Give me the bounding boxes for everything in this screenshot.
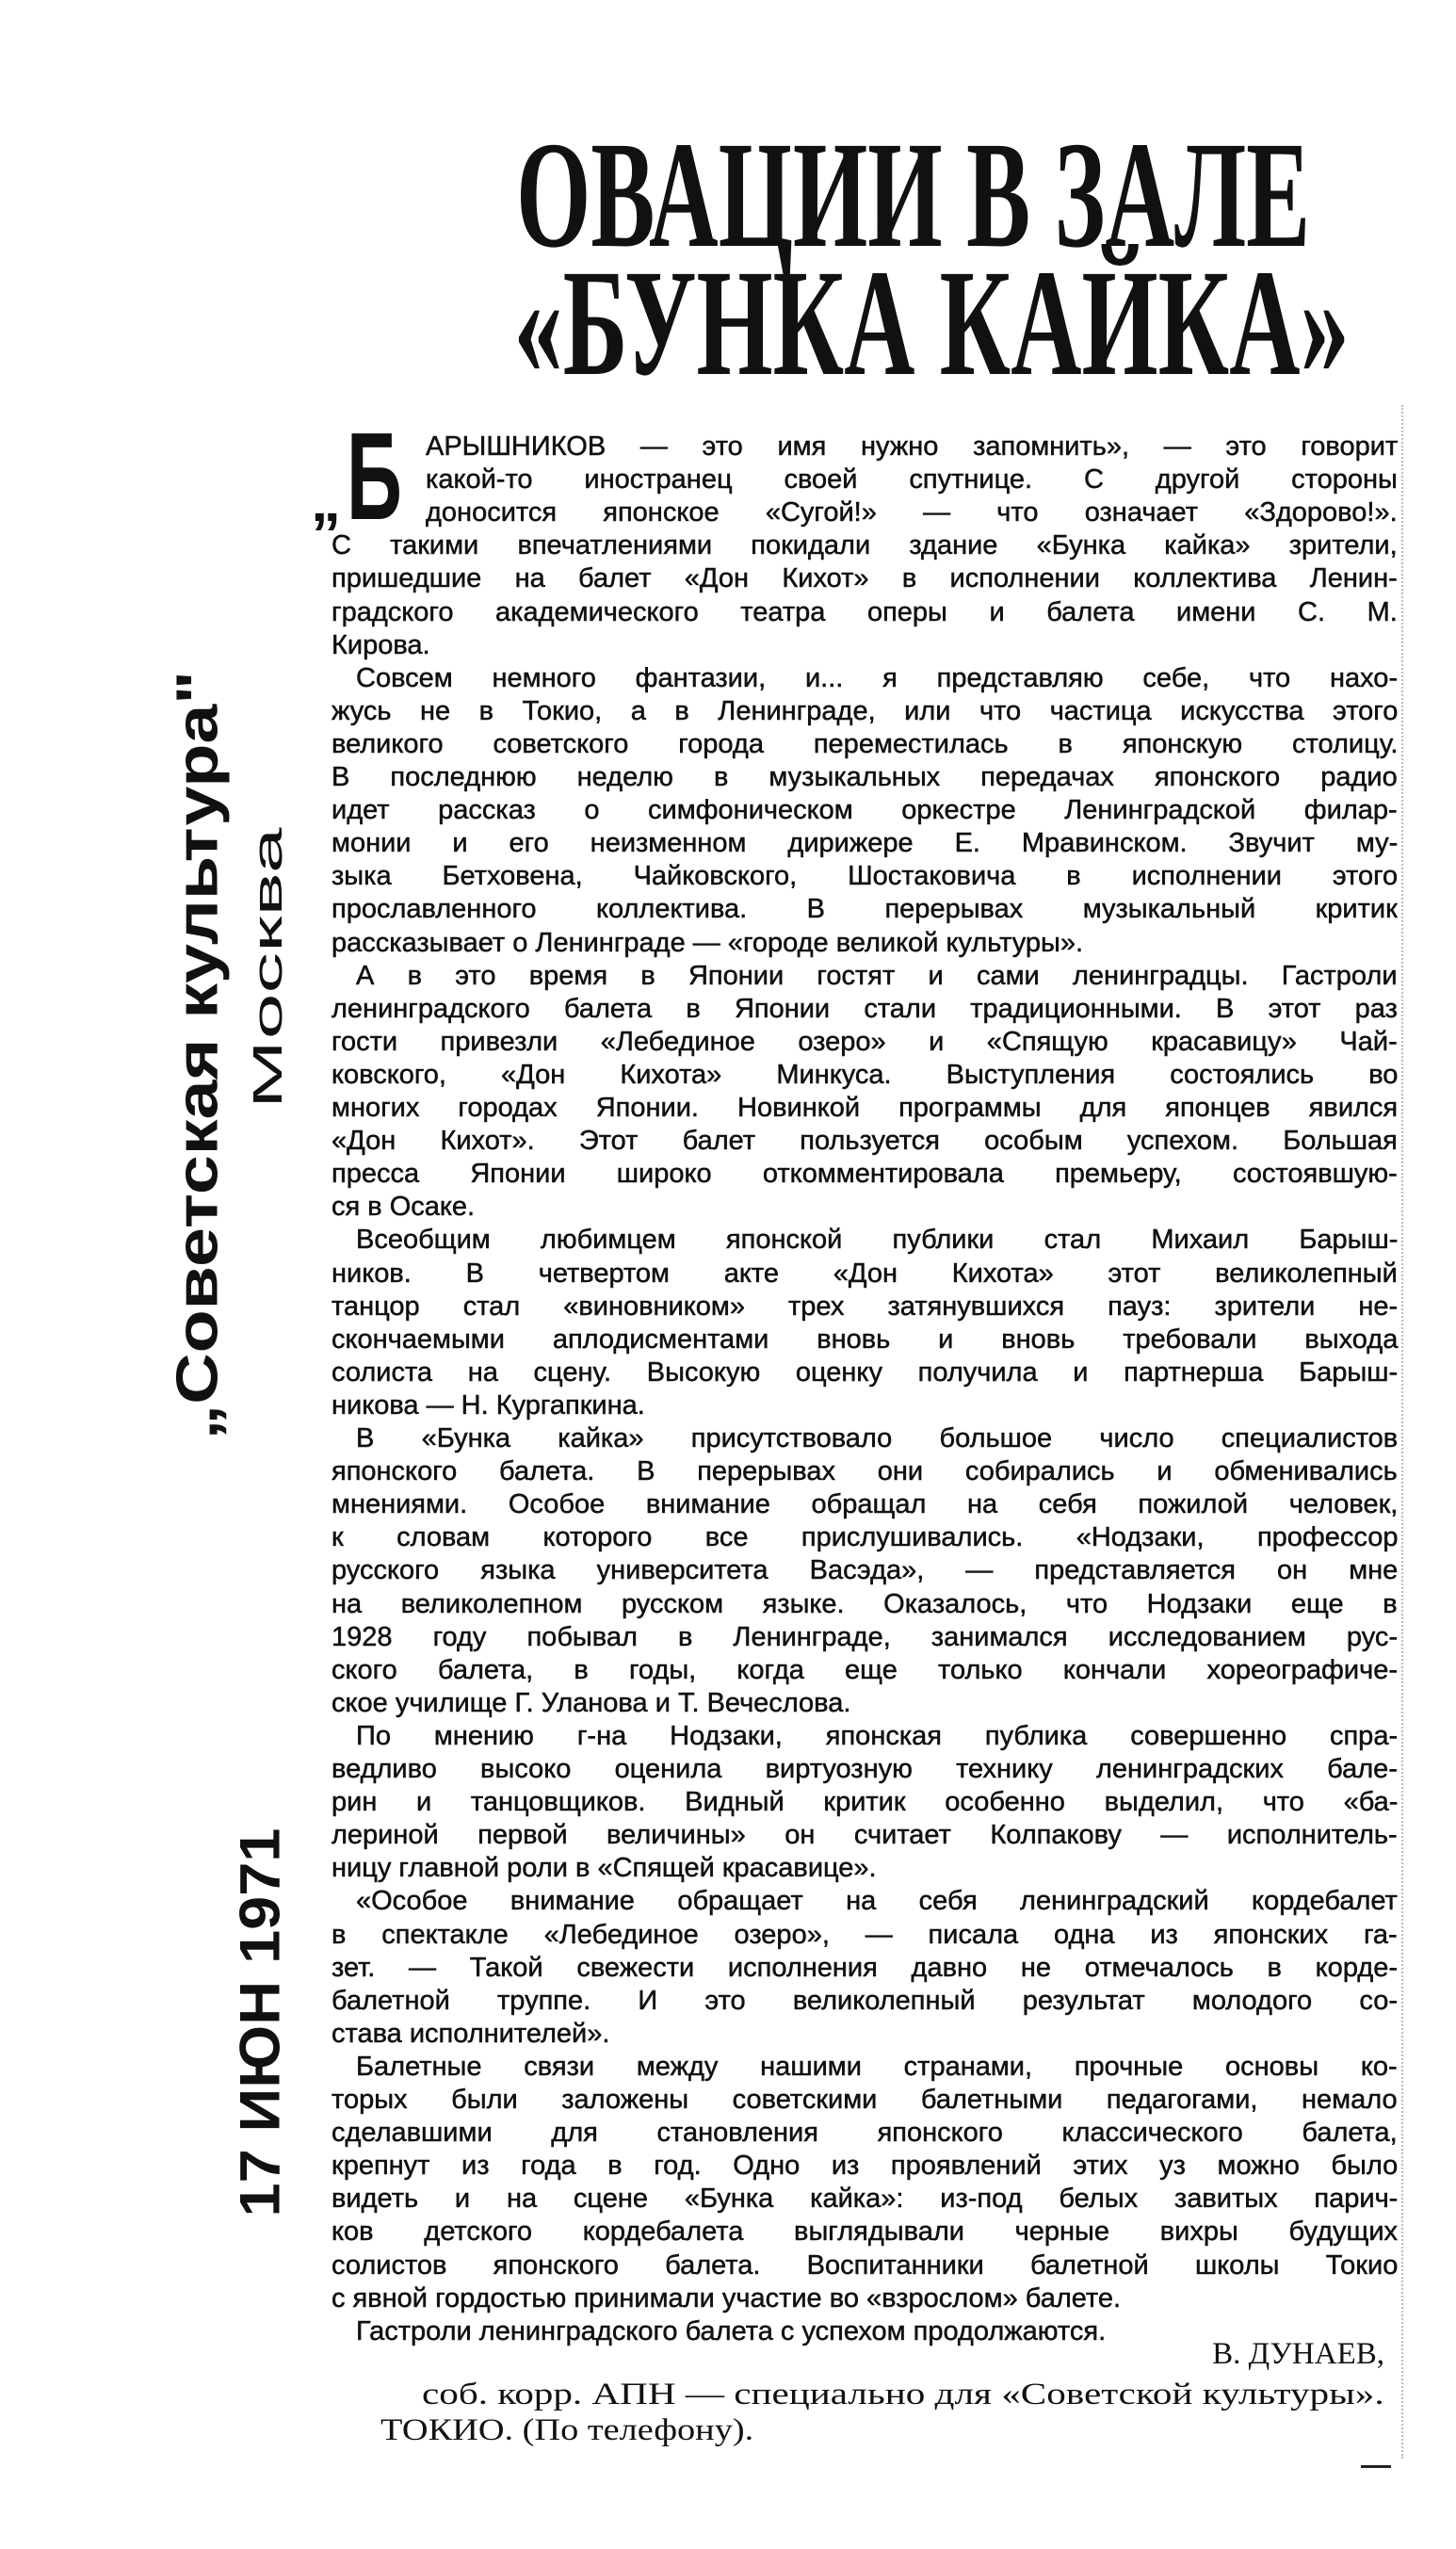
byline-role — [422, 2378, 1384, 2411]
article-line-text: торых были заложены советскими балетными педагогами, немало — [332, 2085, 1398, 2115]
article-line-text: с явной гордостью принимали участие во «взрослом» балете. — [332, 2282, 1122, 2314]
article-line — [332, 629, 1398, 662]
article-line-text: русского языка университета Васэда», — представляется он мне — [332, 1555, 1399, 1586]
article-line — [332, 1258, 1398, 1291]
article-line — [332, 2084, 1398, 2117]
article-line-text: В последнюю неделю в музыкальных передачах японского радио — [332, 762, 1398, 792]
city-name: Москва — [245, 827, 291, 1109]
article-line-text: японского балета. В перерывах они собирались и обменивались — [332, 1456, 1398, 1487]
article-line — [332, 596, 1398, 629]
article-line — [332, 1521, 1398, 1554]
article-line-text: скончаемыми аплодисментами вновь и вновь требовали выхода — [332, 1323, 1399, 1355]
article-line-text: Гастроли ленинградского балета с успехом продолжаются. — [356, 2315, 1107, 2346]
article-line — [332, 2183, 1398, 2216]
end-rule — [1361, 2465, 1391, 2468]
article-line — [332, 860, 1398, 893]
article-line — [332, 993, 1398, 1026]
article-line — [332, 1191, 1398, 1224]
article-line-text: ленинградского балета в Японии стали традиционными. В этот раз — [332, 993, 1398, 1024]
headline-line-2 — [283, 239, 1394, 408]
article-line — [332, 1588, 1398, 1621]
article-line — [332, 827, 1398, 860]
article-line — [356, 1422, 1398, 1455]
date-stamp — [228, 1827, 292, 2217]
article-line-text: мнениями. Особое внимание обращал на себя пожилой человек, — [332, 1489, 1399, 1520]
article-line — [332, 562, 1398, 595]
article-line — [332, 1158, 1398, 1191]
byline-author — [1036, 2337, 1384, 2371]
headline-line-1 — [283, 111, 1394, 280]
article-line-text: солистов японского балета. Воспитанники балетной школы Токио — [332, 2249, 1399, 2281]
article-line — [332, 1092, 1398, 1125]
article-line-text: градского академического театра оперы и балета имени С. М. — [332, 596, 1398, 627]
article-line — [332, 1356, 1398, 1389]
article-line — [332, 1389, 1398, 1422]
article-line — [356, 1224, 1398, 1257]
article-line-text: ников. В четвертом акте «Дон Кихота» этот великолепный — [332, 1258, 1398, 1289]
author-role: соб. корр. АПН — специально для «Советской культуры». — [422, 2378, 1384, 2411]
article-line — [356, 2051, 1398, 2084]
article-line — [332, 794, 1398, 827]
article-line — [332, 529, 1398, 562]
article-line — [356, 1885, 1398, 1918]
article-line-text: многих городах Японии. Новинкой программы для японцев явился — [332, 1093, 1399, 1123]
article-line — [332, 1059, 1398, 1092]
article-line-text: танцор стал «виновником» трех затянувшихся пауз: зрители не- — [332, 1291, 1399, 1322]
article-line — [356, 1720, 1398, 1753]
article-line-text: ского балета, в годы, когда еще только кончали хореографиче- — [332, 1654, 1398, 1685]
article-line — [332, 1488, 1398, 1521]
article-line — [332, 1952, 1398, 1985]
article-line — [332, 1026, 1398, 1059]
article-line — [332, 695, 1398, 728]
clipping-edge — [1401, 405, 1403, 2459]
article-line — [426, 463, 1398, 496]
article-line-text: на великолепном русском языке. Оказалось, что Нодзаки еще в — [332, 1588, 1398, 1619]
article-line-text: В «Бунка кайка» присутствовало большое число специалистов — [356, 1423, 1399, 1453]
article-line — [426, 430, 1398, 463]
article-line — [332, 761, 1398, 794]
article-line-text: Всеобщим любимцем японской публики стал Михаил Барыш- — [356, 1225, 1399, 1256]
article-line-text: рассказывает о Ленинграде — «городе великой культуры». — [332, 927, 1084, 958]
article-line-text: ся в Осаке. — [332, 1192, 476, 1223]
headline-text: «БУНКА КАЙКА» — [513, 239, 1350, 408]
article-line-text: прославленного коллектива. В перерывах музыкальный критик — [332, 894, 1398, 925]
article-line-text: А в это время в Японии гостят и сами ленинградцы. Гастроли — [356, 960, 1398, 991]
article-line — [332, 1621, 1398, 1654]
article-line — [332, 927, 1398, 960]
article-line — [332, 1919, 1398, 1952]
article-line — [332, 893, 1398, 926]
article-line-text: пресса Японии широко откомментировала премьеру, состоявшую- — [332, 1159, 1398, 1190]
article-line — [332, 1291, 1398, 1323]
drop-cap: Б — [347, 407, 402, 545]
dateline — [380, 2413, 754, 2447]
article-line-text: видеть и на сцене «Бунка кайка»: из-под белых завитых парич- — [332, 2184, 1399, 2215]
article-line-text: 1928 году побывал в Ленинграде, занимался исследованием рус- — [332, 1621, 1399, 1652]
article-line — [356, 960, 1398, 993]
article-line-text: к словам которого все прислушивались. «Нодзаки, профессор — [332, 1522, 1399, 1553]
article-line — [332, 2018, 1398, 2051]
article-line — [332, 1852, 1398, 1885]
article-line-text: «Дон Кихот». Этот балет пользуется особым успехом. Большая — [332, 1126, 1398, 1157]
article-line-text: зыка Бетховена, Чайковского, Шостаковича в исполнении этого — [332, 861, 1399, 892]
article-line-text: монии и его неизменном дирижере Е. Мравинском. Звучит му- — [332, 828, 1399, 859]
article-line — [332, 1125, 1398, 1158]
article-line — [332, 2216, 1398, 2249]
article-line-text: Кирова. — [332, 629, 430, 660]
article-line-text: ковского, «Дон Кихота» Минкуса. Выступления состоялись во — [332, 1059, 1399, 1090]
article-line-text: Совсем немного фантазии, и... я представляю себе, что нахо- — [356, 662, 1399, 693]
city-stamp — [245, 827, 291, 1109]
article-line-text: балетной труппе. И это великолепный результат молодого со- — [332, 1985, 1398, 2016]
article-line-text: АРЫШНИКОВ — это имя нужно запомнить», — это говорит — [426, 431, 1399, 462]
article-line — [356, 662, 1398, 695]
article-line-text: става исполнителей». — [332, 2018, 610, 2049]
article-line-text: ков детского кордебалета выглядывали черные вихры будущих — [332, 2216, 1399, 2248]
article-line — [332, 2117, 1398, 2150]
article-line — [332, 1786, 1398, 1819]
article-line-text: пришедшие на балет «Дон Кихот» в исполнении коллектива Ленин- — [332, 563, 1398, 594]
article-line-text: ницу главной роли в «Спящей красавице». — [332, 1853, 877, 1884]
article-line-text: в спектакле «Лебединое озеро», — писала одна из японских га- — [332, 1919, 1398, 1950]
article-line-text: доносится японское «Сугой!» — что означает «Здорово!». — [426, 497, 1398, 528]
article-line-text: ведливо высоко оценила виртуозную технику ленинградских бале- — [332, 1754, 1398, 1784]
article-line — [426, 496, 1398, 529]
article-line-text: гости привезли «Лебединое озеро» и «Спящую красавицу» Чай- — [332, 1026, 1398, 1057]
article-line — [332, 1455, 1398, 1488]
article-line-text: С такими впечатлениями покидали здание «Бунка кайка» зрители, — [332, 530, 1398, 561]
article-line-text: какой-то иностранец своей спутнице. С другой стороны — [426, 464, 1398, 495]
dateline-text: ТОКИО. (По телефону). — [380, 2413, 754, 2447]
newspaper-name: „Советская культура" — [165, 670, 231, 1440]
article-line — [332, 2249, 1398, 2282]
author-name: В. ДУНАЕВ, — [1212, 2337, 1384, 2371]
article-line-text: никова — Н. Кургапкина. — [332, 1389, 645, 1421]
newspaper-stamp — [165, 670, 231, 1440]
date-text: 17 ИЮН 1971 — [228, 1827, 292, 2217]
article-line-text: идет рассказ о симфоническом оркестре Ленинградской филар- — [332, 795, 1398, 826]
article-line-text: рин и танцовщиков. Видный критик особенно выделил, что «ба- — [332, 1787, 1399, 1818]
article-line — [332, 2150, 1398, 2183]
article-line — [332, 1554, 1398, 1587]
article-line-text: По мнению г-на Нодзаки, японская публика совершенно спра- — [356, 1720, 1399, 1751]
article-line-text: сделавшими для становления японского классического балета, — [332, 2118, 1398, 2149]
article-line-text: «Особое внимание обращает на себя ленинградский кордебалет — [356, 1886, 1398, 1917]
article-line — [332, 1753, 1398, 1786]
article-line — [332, 1654, 1398, 1687]
article-line-text: солиста на сцену. Высокую оценку получила и партнерша Барыш- — [332, 1356, 1399, 1388]
article-line — [332, 1985, 1398, 2018]
article-line-text: зет. — Такой свежести исполнения давно не отмечалось в корде- — [332, 1952, 1398, 1983]
opening-quote: „ — [311, 466, 341, 534]
headline-text: ОВАЦИИ В ЗАЛЕ — [516, 111, 1311, 280]
article-line-text: жусь не в Токио, а в Ленинграде, или что частица искусства этого — [332, 695, 1399, 726]
article-line — [332, 1323, 1398, 1356]
article-line-text: крепнут из года в год. Одно из проявлений этих уз можно было — [332, 2151, 1399, 2182]
article-line — [332, 728, 1398, 761]
article-line — [332, 1687, 1398, 1720]
article-line-text: великого советского города переместилась в японскую столицу. — [332, 728, 1399, 759]
article-line-text: ское училище Г. Уланова и Т. Вечеслова. — [332, 1687, 851, 1718]
article-line-text: лериной первой величины» он считает Колпакову — исполнитель- — [332, 1820, 1398, 1851]
article-line — [332, 2282, 1398, 2315]
article-line — [332, 1819, 1398, 1852]
article-line-text: Балетные связи между нашими странами, прочные основы ко- — [356, 2051, 1398, 2082]
